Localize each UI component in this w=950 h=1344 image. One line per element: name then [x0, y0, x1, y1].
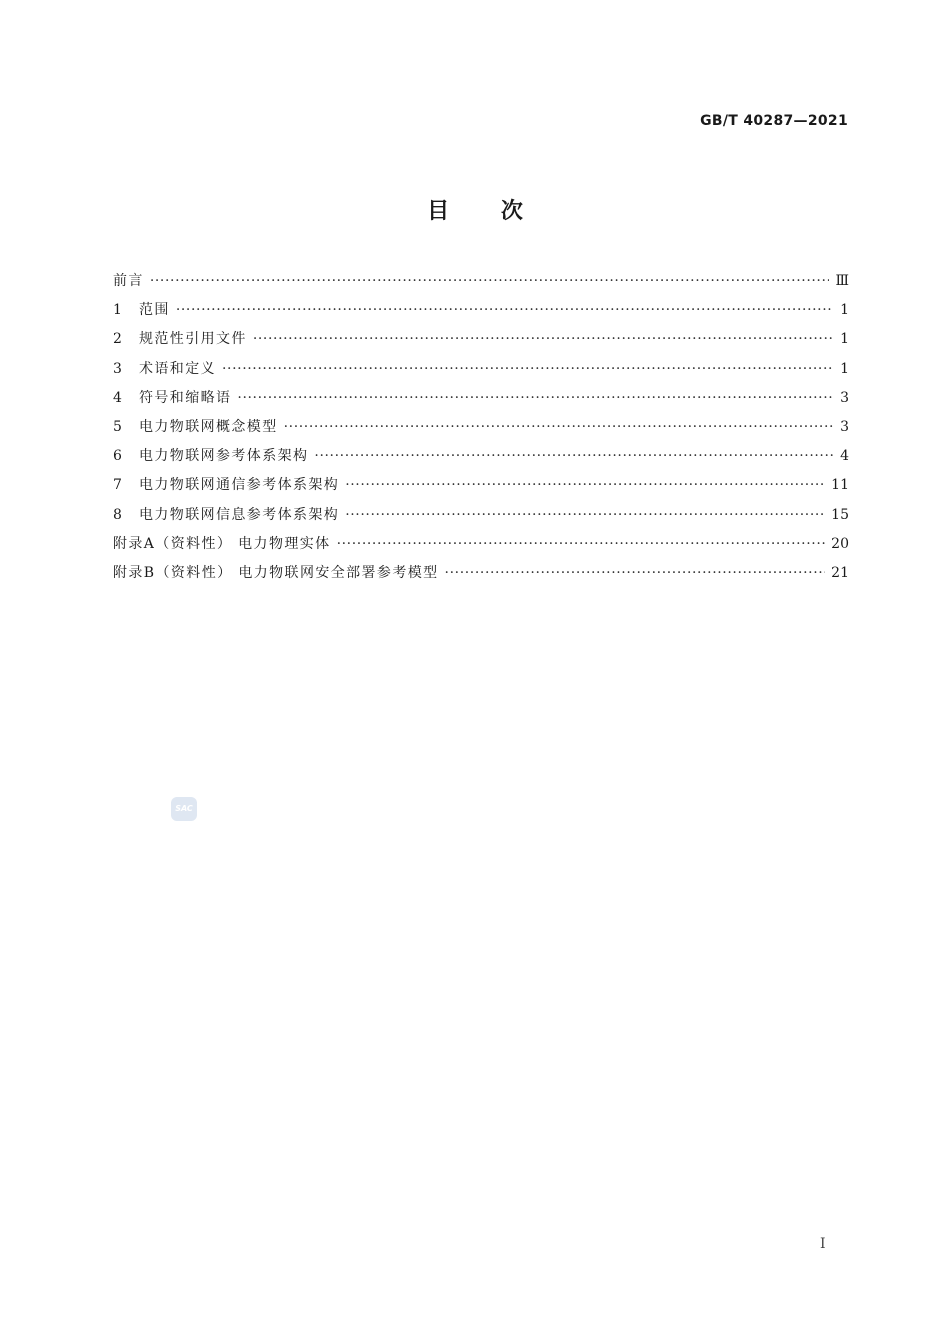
toc-leader-dots — [337, 536, 826, 552]
toc-entry-8[interactable] — [113, 504, 849, 533]
sac-watermark-logo: SAC — [171, 797, 197, 821]
standard-code: GB/T 40287—2021 — [700, 113, 848, 129]
toc-entry-5[interactable] — [113, 416, 849, 445]
toc-entry-appendix-b[interactable] — [113, 562, 849, 591]
toc-entry-page: 4 — [840, 448, 849, 465]
toc-leader-dots — [345, 477, 825, 493]
toc-entry-number: 8 — [113, 506, 122, 523]
toc-entry-page: 20 — [831, 535, 849, 552]
toc-entry-number: 4 — [113, 389, 122, 406]
toc-leader-dots — [222, 361, 833, 377]
toc-entry-page: 21 — [831, 564, 849, 581]
toc-entry-3[interactable] — [113, 358, 849, 387]
toc-entry-appendix-a[interactable] — [113, 533, 849, 562]
page-title: 目 次 — [427, 199, 523, 224]
toc-entry-page: 15 — [831, 506, 849, 523]
toc-leader-dots — [445, 565, 826, 581]
toc-leader-dots — [284, 419, 833, 435]
toc-leader-dots — [176, 302, 833, 318]
toc-entry-page: 11 — [831, 477, 849, 494]
toc-leader-dots — [150, 273, 830, 289]
toc-entry-title: 范围 — [139, 302, 170, 319]
toc-leader-dots — [314, 448, 833, 464]
toc-entry-number: 5 — [113, 418, 122, 435]
toc-entry-7[interactable] — [113, 474, 849, 503]
toc-entry-number: 6 — [113, 448, 122, 465]
toc-entry-page: 1 — [840, 302, 849, 319]
toc-entry-title: 附录B（资料性） 电力物联网安全部署参考模型 — [113, 564, 439, 581]
toc-entry-title: 前言 — [113, 273, 144, 289]
toc-entry-2[interactable] — [113, 328, 849, 357]
toc-leader-dots — [253, 331, 833, 347]
toc-leader-dots — [345, 507, 825, 523]
toc-entry-page: 3 — [840, 389, 849, 406]
toc-entry-page: 1 — [840, 360, 849, 377]
toc-entry-6[interactable] — [113, 445, 849, 474]
toc-entry-page: 3 — [840, 418, 849, 435]
toc-entry-preface[interactable] — [113, 270, 849, 299]
toc-entry-title: 规范性引用文件 — [139, 331, 247, 348]
toc-entry-title: 电力物联网信息参考体系架构 — [139, 506, 340, 523]
toc-entry-title: 术语和定义 — [139, 360, 216, 377]
toc-entry-page: 1 — [840, 331, 849, 348]
toc-entry-1[interactable] — [113, 299, 849, 328]
page-number: I — [820, 1236, 826, 1252]
toc-leader-dots — [237, 390, 833, 406]
toc-entry-title: 符号和缩略语 — [139, 389, 232, 406]
toc-entry-number: 1 — [113, 302, 122, 319]
toc-entry-number: 2 — [113, 331, 122, 348]
toc-entry-page: Ⅲ — [835, 273, 849, 289]
toc-entry-number: 7 — [113, 477, 122, 494]
toc-entry-title: 电力物联网参考体系架构 — [139, 448, 309, 465]
toc-entry-number: 3 — [113, 360, 122, 377]
toc-entry-title: 电力物联网概念模型 — [139, 418, 278, 435]
toc-entry-title: 电力物联网通信参考体系架构 — [139, 477, 340, 494]
table-of-contents — [113, 270, 849, 591]
toc-entry-4[interactable] — [113, 387, 849, 416]
toc-entry-title: 附录A（资料性） 电力物理实体 — [113, 535, 331, 552]
